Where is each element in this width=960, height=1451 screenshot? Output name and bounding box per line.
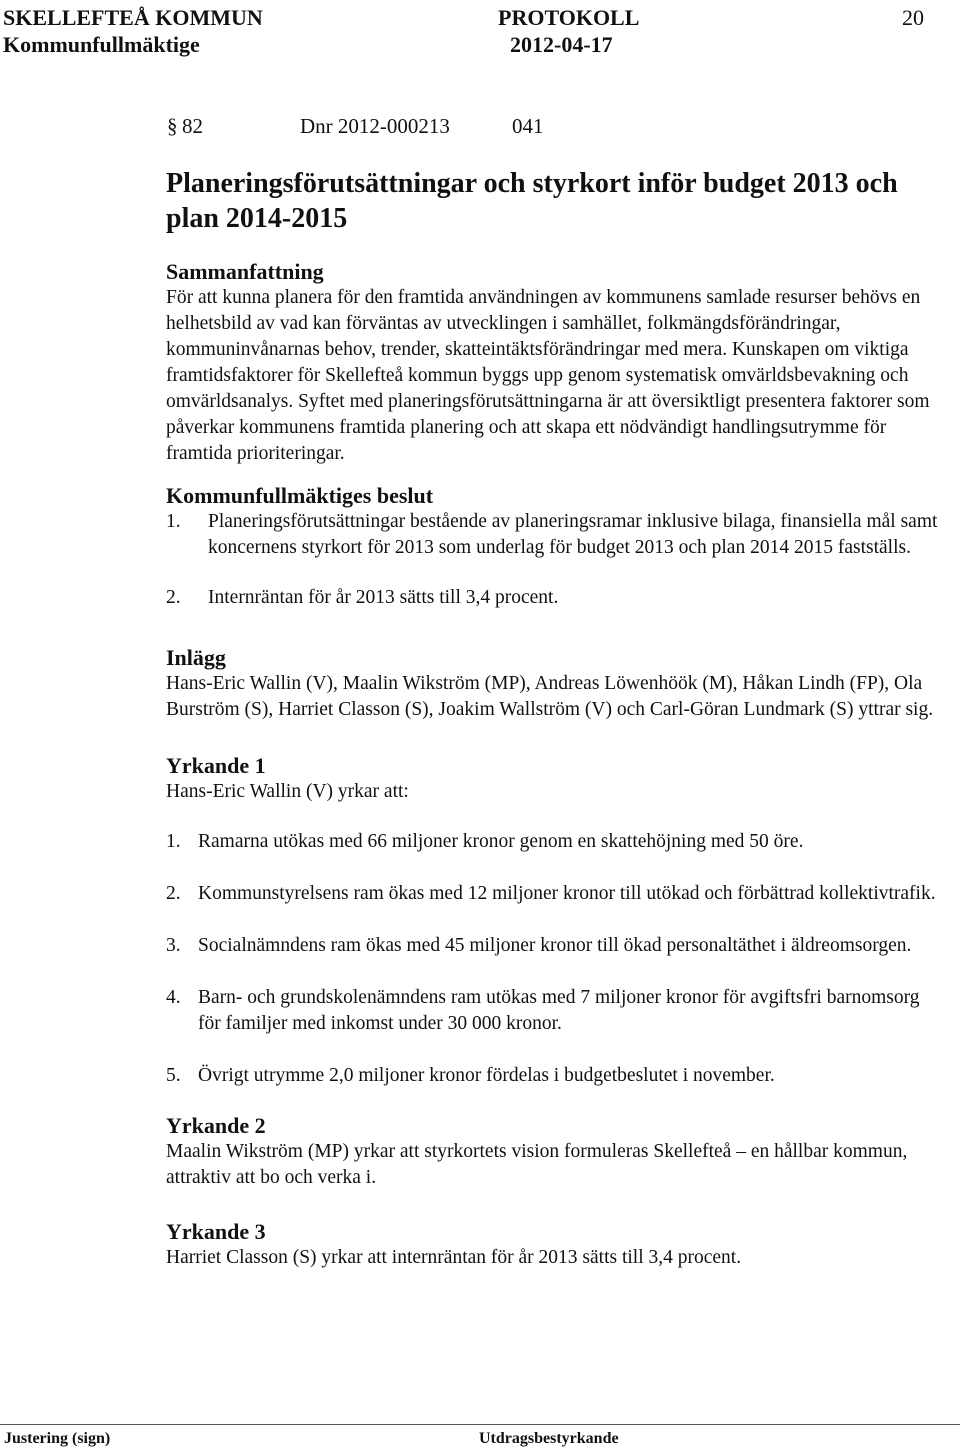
- case-code: 041: [512, 114, 544, 138]
- summary-text: För att kunna planera för den framtida användningen av kommunens samlade resurser behövs en helhetsbild av vad kan förväntas av utvecklingen i samhället, folkmängdsförändringar, kommuninvånarnas behov, trender, skatteintäktsförändringar med mera. Kunskapen om viktiga framtidsfaktorer för Skellefteå kommun byggs upp genom systematisk omvärldsbevakning och omvärldsanalys. Syftet med planeringsförutsättningarna är att översiktligt presentera faktorer som påverkar kommunens framtida planering och att skapa ett nödvändigt handlingsutrymme för framtida prioriteringar.: [166, 287, 930, 464]
- item-number: 2.: [166, 587, 181, 608]
- yrkande-2-text: Maalin Wikström (MP) yrkar att styrkortets vision formuleras Skellefteå – en hållbar kommun, attraktiv att bo och verka i.: [166, 1141, 908, 1188]
- document-date: 2012-04-17: [510, 32, 613, 57]
- item-number: 2.: [166, 883, 181, 904]
- page-number: 20: [902, 5, 924, 30]
- item-number: 1.: [166, 511, 181, 532]
- yrkande-1-item: [166, 933, 946, 959]
- item-text: Socialnämndens ram ökas med 45 miljoner kronor till ökad personaltäthet i äldreomsorgen.: [198, 935, 912, 956]
- item-text: Planeringsförutsättningar bestående av planeringsramar inklusive bilaga, finansiella mål samt koncernens styrkort för 2013 som underlag för budget 2013 och plan 2014 2015 fastställs.: [208, 511, 938, 558]
- page-title: Planeringsförutsättningar och styrkort inför budget 2013 och plan 2014-2015: [166, 168, 898, 234]
- item-text: Kommunstyrelsens ram ökas med 12 miljoner kronor till utökad och förbättrad kollektivtrafik.: [198, 883, 936, 904]
- yrkande-1-item: [166, 1063, 946, 1089]
- item-number: 5.: [166, 1065, 181, 1086]
- item-number: 3.: [166, 935, 181, 956]
- yrkande-3-text: Harriet Classon (S) yrkar att internräntan för år 2013 sätts till 3,4 procent.: [166, 1247, 742, 1268]
- item-text: Internräntan för år 2013 sätts till 3,4 procent.: [208, 587, 559, 608]
- paragraph-sign: §: [167, 114, 178, 138]
- decision-item: [166, 509, 946, 561]
- yrkande-1-item: [166, 881, 946, 907]
- item-text: Övrigt utrymme 2,0 miljoner kronor fördelas i budgetbeslutet i november.: [198, 1065, 775, 1086]
- decision-item: [166, 585, 946, 611]
- yrkande-1-item: [166, 829, 946, 855]
- yrkande-2-heading: Yrkande 2: [166, 1113, 266, 1138]
- dnr: Dnr 2012-000213: [300, 114, 450, 138]
- yrkande-1-item: [166, 985, 946, 1037]
- document-type: PROTOKOLL: [498, 5, 640, 30]
- organization-name: SKELLEFTEÅ KOMMUN: [3, 5, 263, 30]
- summary-heading: Sammanfattning: [166, 259, 324, 284]
- case-line: [167, 114, 544, 139]
- decision-heading: Kommunfullmäktiges beslut: [166, 483, 434, 508]
- footer-signature-label: Justering (sign): [4, 1430, 111, 1447]
- item-number: 1.: [166, 831, 181, 852]
- item-text: Ramarna utökas med 66 miljoner kronor genom en skattehöjning med 50 öre.: [198, 831, 804, 852]
- item-number: 4.: [166, 987, 181, 1008]
- footer-certification-label: Utdragsbestyrkande: [479, 1430, 619, 1447]
- inlagg-text: Hans-Eric Wallin (V), Maalin Wikström (MP), Andreas Löwenhöök (M), Håkan Lindh (FP), Ola Burström (S), Harriet Classon (S), Joakim Wallström (V) och Carl-Göran Lundmark (S) yttrar sig.: [166, 673, 934, 720]
- document-body: [166, 166, 946, 1271]
- body-name: Kommunfullmäktige: [3, 32, 200, 57]
- yrkande-1-heading: Yrkande 1: [166, 753, 266, 778]
- item-text: Barn- och grundskolenämndens ram utökas med 7 miljoner kronor för avgiftsfri barnomsorg för familjer med inkomst under 30 000 kronor.: [198, 987, 920, 1034]
- yrkande-1-intro: Hans-Eric Wallin (V) yrkar att:: [166, 781, 409, 802]
- footer-divider: [0, 1424, 960, 1425]
- inlagg-heading: Inlägg: [166, 645, 226, 670]
- case-number: 82: [182, 114, 203, 138]
- yrkande-3-heading: Yrkande 3: [166, 1219, 266, 1244]
